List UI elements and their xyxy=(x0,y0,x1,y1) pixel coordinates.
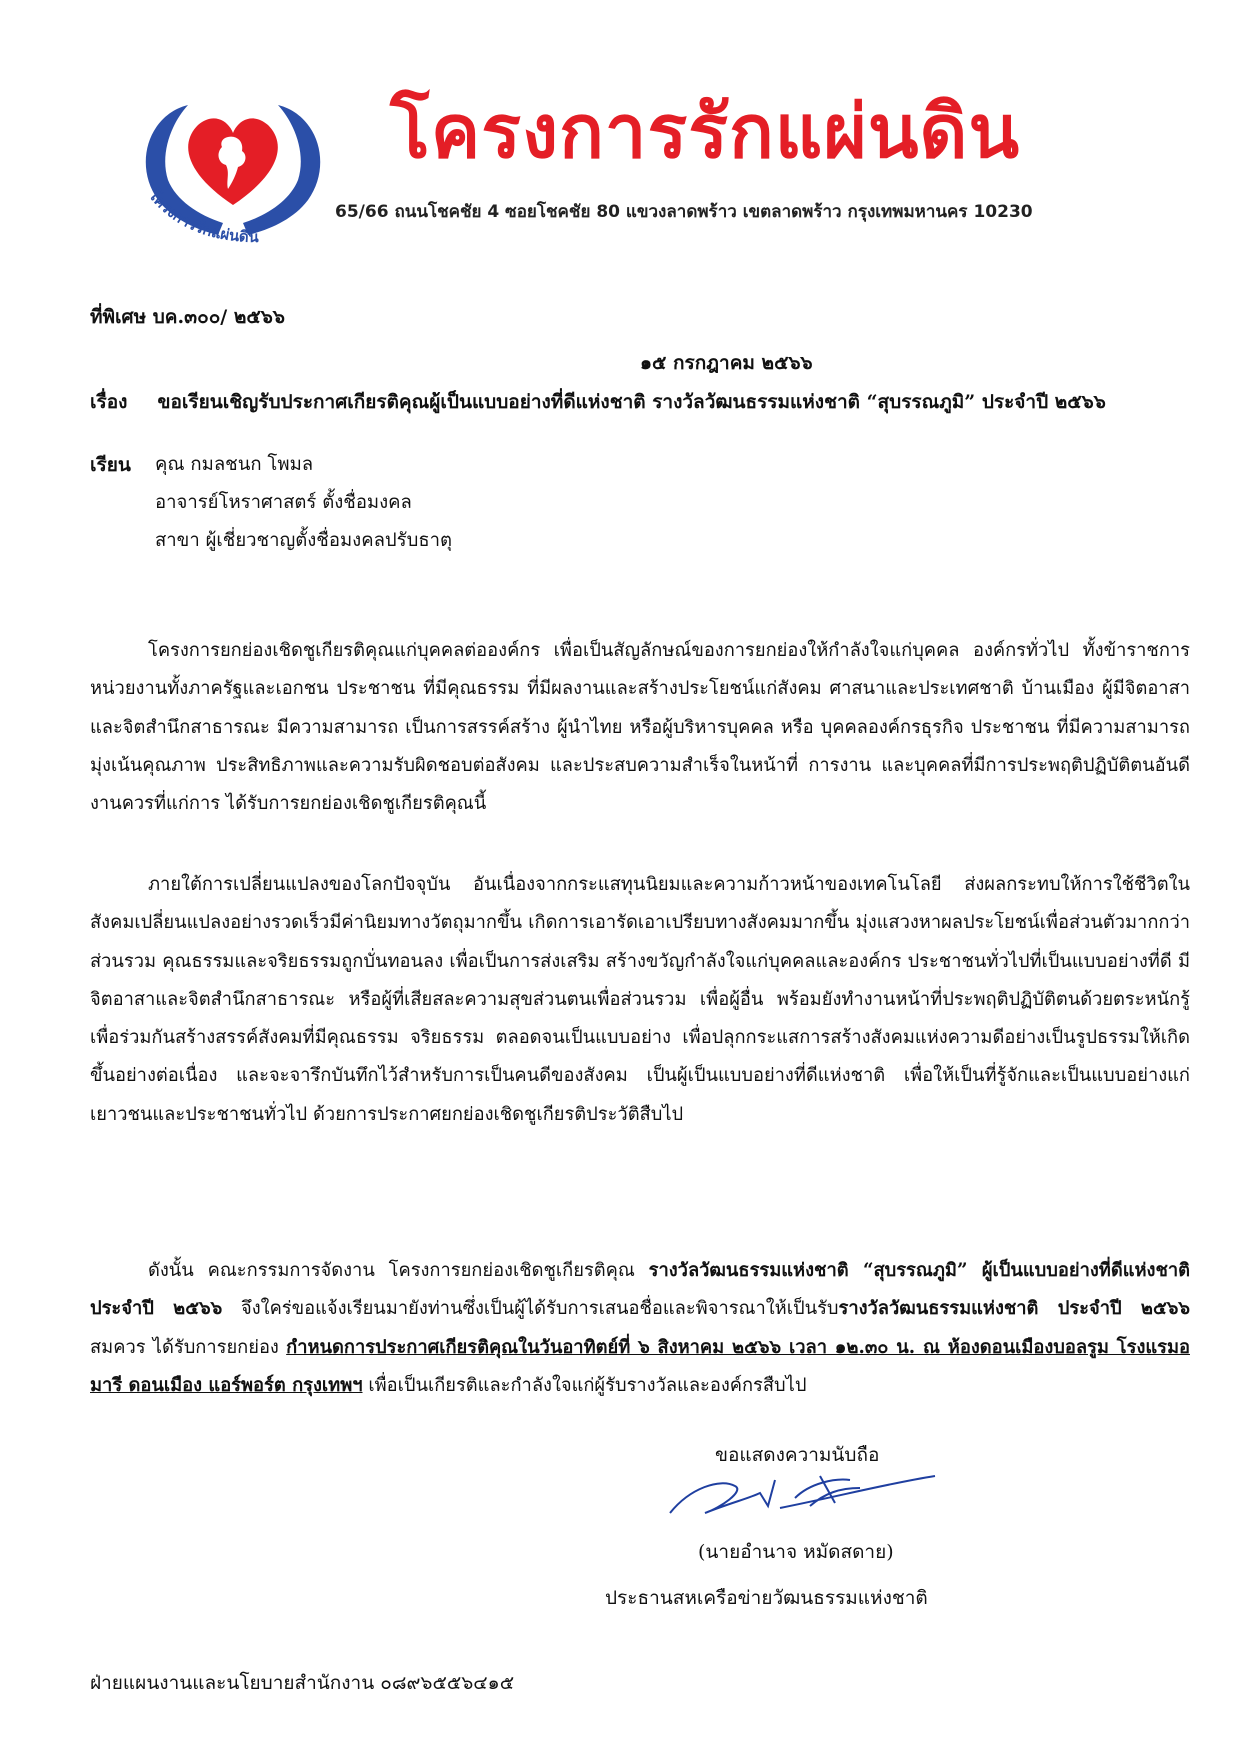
handwritten-signature xyxy=(660,1458,940,1528)
award-name-short: รางวัลวัฒนธรรมแห่งชาติ ประจำปี ๒๕๖๖ xyxy=(838,1298,1190,1320)
subject-text: ขอเรียนเชิญรับประกาศเกียรติคุณผู้เป็นแบบอย่างที่ดีแห่งชาติ รางวัลวัฒนธรรมแห่งชาติ “สุบรรณภูมิ” ประจำปี ๒๕๖๖ xyxy=(157,391,1106,413)
body-paragraph-3: ดังนั้น คณะกรรมการจัดงาน โครงการยกย่องเชิดชูเกียรติคุณ รางวัลวัฒนธรรมแห่งชาติ “สุบรรณภูมิ” ผู้เป็นแบบอย่างที่ดีแห่งชาติ ประจำปี ๒๕๖๖ จึงใคร่ขอแจ้งเรียนมายังท่านซึ่งเป็นผู้ได้รับการเสนอชื่อและพิจารณาให้เป็นรับรางวัลวัฒนธรรมแห่งชาติ ประจำปี ๒๕๖๖ สมควร ได้รับการยกย่อง กำหนดการประกาศเกียรติคุณในวันอาทิตย์ที่ ๖ สิงหาคม ๒๕๖๖ เวลา ๑๒.๓๐ น. ณ ห้องดอนเมืองบอลรูม โรงแรมอมารี ดอนเมือง แอร์พอร์ต กรุงเทพฯ เพื่อเป็นเกียรติและกำลังใจแก่ผู้รับรางวัลและองค์กรสืบไป xyxy=(90,1260,1191,1396)
body-paragraph-2: ภายใต้การเปลี่ยนแปลงของโลกปัจจุบัน อันเนื่องจากกระแสทุนนิยมและความก้าวหน้าของเทคโนโลยี ส่งผลกระทบให้การใช้ชีวิตในสังคมเปลี่ยนแปลงอย่างรวดเร็วมีค่านิยมทางวัตถุมากขึ้น เกิดการเอารัดเอาเปรียบทางสังคมมากขึ้น มุ่งแสวงหาผลประโยชน์เพื่อส่วนตัวมากกว่าส่วนรวม คุณธรรมและจริยธรรมถูกบั่นทอนลง เพื่อเป็นการส่งเสริม สร้างขวัญกำลังใจแก่บุคคลและองค์กร ประชาชนทั่วไปที่เป็นแบบอย่างที่ดี มีจิตอาสาและจิตสำนึกสาธารณะ หรือผู้ที่เสียสละความสุขส่วนตนเพื่อส่วนรวม เพื่อผู้อื่น พร้อมยังทำงานหน้าที่ประพฤติปฏิบัติตนด้วยตระหนักรู้ เพื่อร่วมกันสร้างสรรค์สังคมที่มีคุณธรรม จริยธรรม ตลอดจนเป็นแบบอย่าง เพื่อปลุกกระแสการสร้างสังคมแห่งความดีอย่างเป็นรูปธรรมให้เกิดขึ้นอย่างต่อเนื่อง และจะจารึกบันทึกไว้สำหรับการเป็นคนดีของสังคม เป็นผู้เป็นแบบอย่างที่ดีแห่งชาติ เพื่อให้เป็นที่รู้จักและเป็นแบบอย่างแก่เยาวชนและประชาชนทั่วไป ด้วยการประกาศยกย่องเชิดชูเกียรติประวัติสืบไป xyxy=(90,874,1190,1125)
recipient-line: คุณ กมลชนก โพมล xyxy=(155,454,314,475)
organization-address: 65/66 ถนนโชคชัย 4 ซอยโชคชัย 80 แขวงลาดพร้าว เขตลาดพร้าว กรุงเทพมหานคร 10230 xyxy=(335,202,1033,222)
signer-title: ประธานสหเครือข่ายวัฒนธรรมแห่งชาติ xyxy=(605,1587,928,1609)
reference-number: ที่พิเศษ บค.๓๐๐/ ๒๕๖๖ xyxy=(90,306,285,328)
footer-contact: ฝ่ายแผนงานและนโยบายสำนักงาน ๐๘๙๖๕๕๖๔๑๕ xyxy=(90,1672,515,1694)
closing-text: ขอแสดงความนับถือ xyxy=(715,1444,880,1466)
signer-name: (นายอำนาจ หมัดสดาย) xyxy=(698,1541,894,1563)
award-name: รางวัลวัฒนธรรมแห่งชาติ “สุบรรณภูมิ” ผู้เป็นแบบอย่างที่ดีแห่งชาติ ประจำปี ๒๕๖๖ xyxy=(90,1260,1191,1320)
subject-label: เรื่อง xyxy=(90,391,128,413)
organization-logo xyxy=(128,85,338,265)
logo-arc-text: โครงการรักแผ่นดิน xyxy=(144,186,259,246)
to-label: เรียน xyxy=(90,454,131,476)
ceremony-schedule: กำหนดการประกาศเกียรติคุณในวันอาทิตย์ที่ ๖ สิงหาคม ๒๕๖๖ เวลา ๑๒.๓๐ น. ณ ห้องดอนเมืองบอลรูม โรงแรมอมารี ดอนเมือง แอร์พอร์ต กรุงเทพฯ xyxy=(90,1336,1190,1396)
organization-name: โครงการรักแผ่นดิน xyxy=(390,89,1021,175)
body-paragraph-1: โครงการยกย่องเชิดชูเกียรติคุณแก่บุคคลต่อองค์กร เพื่อเป็นสัญลักษณ์ของการยกย่องให้กำลังใจแก่บุคคล องค์กรทั่วไป ทั้งข้าราชการ หน่วยงานทั้งภาครัฐและเอกชน ประชาชน ที่มีคุณธรรม ที่มีผลงานและสร้างประโยชน์แก่สังคม ศาสนาและประเทศชาติ บ้านเมือง ผู้มีจิตอาสาและจิตสำนึกสาธารณะ มีความสามารถ เป็นการสรรค์สร้าง ผู้นำไทย หรือผู้บริหารบุคคล หรือ บุคคลองค์กรธุรกิจ ประชาชน ที่มีความสามารถมุ่งเน้นคุณภาพ ประสิทธิภาพและความรับผิดชอบต่อสังคม และประสบความสำเร็จในหน้าที่ การงาน และบุคคลที่มีการประพฤติปฏิบัติตนอันดีงานควรที่แก่การ ได้รับการยกย่องเชิดชูเกียรติคุณนี้ xyxy=(90,640,1190,815)
letter-date: ๑๕ กรกฎาคม ๒๕๖๖ xyxy=(640,352,813,374)
recipient-line: สาขา ผู้เชี่ยวชาญตั้งชื่อมงคลปรับธาตุ xyxy=(155,530,453,551)
recipient-line: อาจารย์โหราศาสตร์ ตั้งชื่อมงคล xyxy=(155,492,412,513)
subject-line xyxy=(90,387,1106,417)
